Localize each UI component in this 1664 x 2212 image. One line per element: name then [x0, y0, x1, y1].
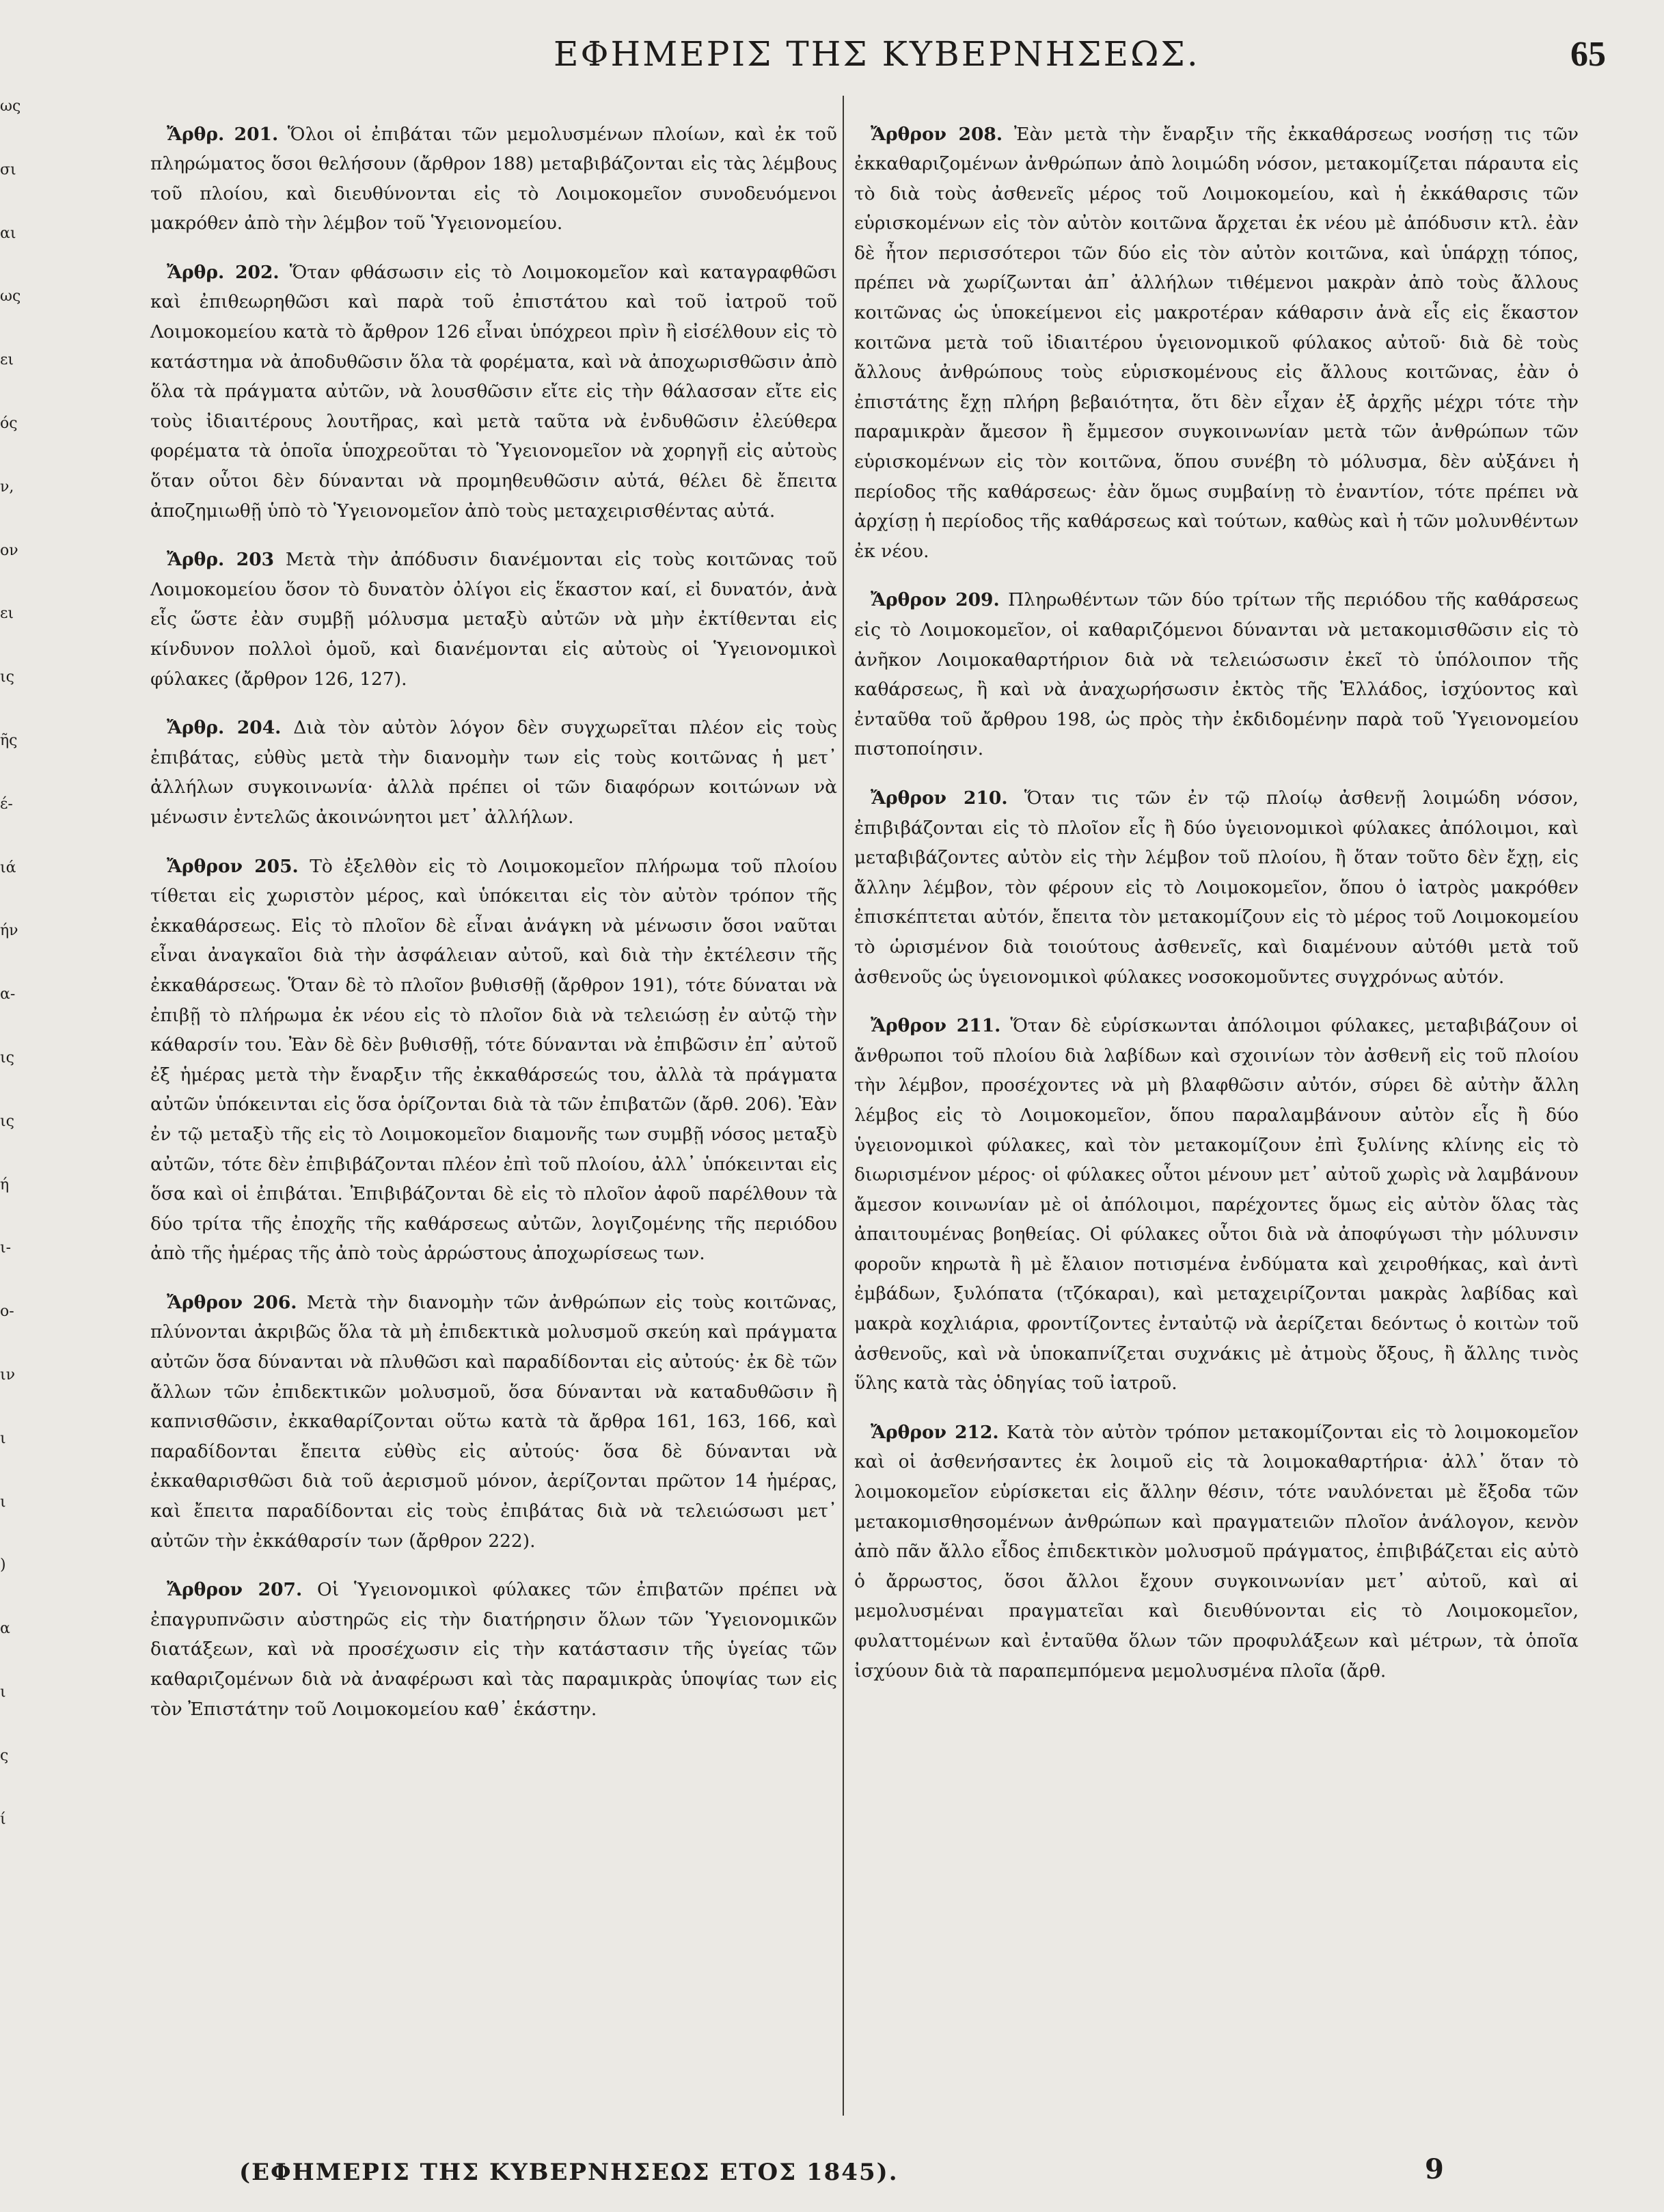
article-paragraph [150, 258, 837, 526]
article-number: Ἄρθρον 207. [167, 1579, 303, 1601]
article-number: Ἄρθρ. 202. [167, 261, 279, 283]
margin-fragment: ις [0, 1049, 14, 1066]
article-number: Ἄρθρον 209. [871, 589, 1000, 611]
article-text: Ὅταν φθάσωσιν εἰς τὸ Λοιμοκομεῖον καὶ καταγραφθῶσι καὶ ἐπιθεωρηθῶσι καὶ παρὰ τοῦ ἐπιστάτου καὶ τοῦ ἰατροῦ τοῦ Λοιμοκομείου κατὰ τὸ ἄρθρον 126 εἶναι ὑπόχρεοι πρὶν ἢ εἰσέλθουν εἰς τὸ κατάστημα νὰ ἀποδυθῶσιν ὅλα τὰ φορέματα, καὶ νὰ ἀποχωρισθῶσιν ἀπὸ ὅλα τὰ πράγματα αὐτῶν, νὰ λουσθῶσιν εἴτε εἰς τὴν θάλασσαν εἴτε εἰς τοὺς ἰδιαιτέρους λουτῆρας, καὶ μετὰ ταῦτα νὰ ἐνδυθῶσιν ἐλεύθερα φορέματα τὰ ὁποῖα ὑποχρεοῦται τὸ Ὑγειονομεῖον νὰ χορηγῇ εἰς αὐτοὺς ὅταν οὗτοι δὲν δύνανται νὰ προμηθευθῶσιν αὐτά, θέλει δὲ ἔπειτα ἀποζημιωθῇ ὑπὸ τὸ Ὑγειονομεῖον ἀπὸ τοὺς μεταχειρισθέντας αὐτά. [150, 261, 837, 522]
article-text: Ἐὰν μετὰ τὴν ἔναρξιν τῆς ἐκκαθάρσεως νοσήσῃ τις τῶν ἐκκαθαριζομένων ἀνθρώπων ἀπὸ λοιμώδη νόσον, μετακομίζεται πάραυτα εἰς τὸ διὰ τοὺς ἀσθενεῖς μέρος τοῦ Λοιμοκομείου, καὶ ἡ ἐκκάθαρσις τῶν εὑρισκομένων εἰς τὸν αὐτὸν κοιτῶνα ἄρχεται ἐκ νέου μὲ ἀπόδυσιν κτλ. ἐὰν δὲ ἦτον περισσότεροι τῶν δύο εἰς τὸν αὐτὸν κοιτῶνα, καὶ ὑπάρχῃ τόπος, πρέπει νὰ χωρίζωνται ἀπ᾽ ἀλλήλων τιθέμενοι μακρὰν ἀπὸ τοὺς ἄλλους κοιτῶνας ὡς ὑποκείμενοι εἰς μακροτέραν κάθαρσιν ἀνὰ εἷς εἰς ἕκαστον κοιτῶνα μετὰ τοῦ ἰδιαιτέρου ὑγειονομικοῦ φύλακος αὐτοῦ· διὰ δὲ τοὺς ἄλλους ἀνθρώπους τοὺς εὑρισκομένους εἰς ἄλλους κοιτῶνας, ἐὰν ὁ ἐπιστάτης ἔχῃ πλήρη βεβαιότητα, ὅτι δὲν εἶχαν ἐξ ἀρχῆς μέχρι τότε τὴν παραμικρὰν ἄμεσον ἢ ἔμμεσον συγκοινωνίαν μετὰ τῶν ἀνθρώπων τῶν εὑρισκομένων εἰς τὸν κοιτῶνα, ὅπου συνέβη τὸ μόλυσμα, δὲν αὐξάνει ἡ περίοδος τῆς καθάρσεως· ἐὰν ὅμως συμβαίνῃ τὸ ἐναντίον, τότε πρέπει νὰ ἀρχίσῃ ἡ περίοδος τῆς καθάρσεως καὶ τούτων, καθὼς καὶ ἡ τῶν μολυνθέντων ἐκ νέου. [854, 123, 1579, 562]
margin-fragment: ι- [0, 1239, 12, 1257]
article-text: Τὸ ἐξελθὸν εἰς τὸ Λοιμοκομεῖον πλήρωμα τοῦ πλοίου τίθεται εἰς χωριστὸν μέρος, καὶ ὑπόκειται εἰς τὸν αὐτὸν τρόπον τῆς ἐκκαθάρσεως. Εἰς τὸ πλοῖον δὲ εἶναι ἀνάγκη νὰ μένωσιν ὅσοι ναῦται εἶναι ἀναγκαῖοι διὰ τὴν ἀσφάλειαν αὐτοῦ, καὶ διὰ τὴν ἐκτέλεσιν τῆς ἐκκαθάρσεως. Ὅταν δὲ τὸ πλοῖον βυθισθῇ (ἄρθρον 191), τότε δύναται νὰ ἐπιβῇ τὸ πλήρωμα ἐκ νέου εἰς τὸ πλοῖον διὰ νὰ τελειώσῃ ἐν αὐτῷ τὴν κάθαρσίν του. Ἐὰν δὲ δὲν βυθισθῇ, τότε δύνανται νὰ ἐπιβῶσιν ἐπ᾽ αὐτοῦ ἐξ ἡμέρας μετὰ τὴν ἔναρξιν τῆς ἐκκαθάρσεώς του, ἀλλὰ τὰ πράγματα αὐτῶν ὑπόκεινται εἰς ὅσα ὁρίζονται διὰ τὰ τῶν ἐπιβατῶν (ἄρθ. 206). Ἐὰν ἐν τῷ μεταξὺ τῆς εἰς τὸ Λοιμοκομεῖον διαμονῆς των συμβῇ νόσος μεταξὺ αὐτῶν, τότε δὲν ἐπιβιβάζονται πλέον ἐπὶ τοῦ πλοίου, ἀλλ᾽ ὑπόκεινται εἰς ὅσα καὶ οἱ ἐπιβάται. Ἐπιβιβάζονται δὲ εἰς τὸ πλοῖον ἀφοῦ παρέλθουν τὰ δύο τρίτα τῆς ἐποχῆς τῆς καθάρσεως αὐτῶν, λογιζομένης τῆς περιόδου ἀπὸ τῆς ἡμέρας τῆς ἀπὸ τοὺς ἀρρώστους ἀποχωρίσεως των. [150, 855, 837, 1265]
margin-fragment: ί [0, 1810, 6, 1828]
page-number: 65 [1570, 35, 1606, 74]
article-paragraph [854, 585, 1579, 764]
article-paragraph [854, 783, 1579, 992]
margin-fragment: ως [0, 98, 21, 115]
article-text: Ὅταν δὲ εὑρίσκωνται ἀπόλοιμοι φύλακες, μεταβιβάζουν οἱ ἄνθρωποι τοῦ πλοίου διὰ λαβίδων καὶ σχοινίων τὸν ἀσθενῆ εἰς τοῦ πλοίου τὴν λέμβον, προσέχοντες νὰ μὴ βλαφθῶσιν αὐτόν, σύρει δὲ αὐτὴν ἄλλη λέμβος εἰς τὸ Λοιμοκομεῖον, ὅπου παραλαμβάνουν αὐτὸν εἷς ἢ δύο ὑγειονομικοὶ φύλακες, καὶ τὸν μετακομίζουν ἐπὶ ξυλίνης κλίνης εἰς τὸ διωρισμένον μέρος· οἱ φύλακες οὗτοι μένουν μετ᾽ αὐτοῦ χωρὶς νὰ λαμβάνουν ἄμεσον κοινωνίαν μὲ οἱ ἀπόλοιμοι, παρέχοντες ὅμως εἰς αὐτὸν ὅλας τὰς ἀπαιτουμένας βοηθείας. Οἱ φύλακες οὗτοι διὰ νὰ ἀποφύγωσι τὴν μόλυνσιν φοροῦν κηρωτὰ ἢ μὲ ἔλαιον ποτισμένα ἐνδύματα καὶ χειροθήκας, καὶ ἀντὶ ἐμβάδων, ξυλόπατα (τζόκαραι), καὶ μεταχειρίζονται μακρὰς λαβίδας καὶ μακρὰ κοχλιάρια, φροντίζοντες ἐνταὐτῷ νὰ ἀερίζεται δεόντως ὁ κοιτὼν τοῦ ἀσθενοῦς, καὶ νὰ ὑποκαπνίζεται συχνάκις μὲ ἀτμοὺς ὄξους, ἢ ἄλλης τινὸς ὕλης κατὰ τὰς ὁδηγίας τοῦ ἰατροῦ. [854, 1015, 1579, 1394]
margin-fragment: ι [0, 1683, 6, 1701]
article-paragraph [150, 713, 837, 832]
margin-fragment: α [0, 1620, 10, 1638]
margin-fragment: ν, [0, 478, 14, 496]
article-paragraph [854, 120, 1579, 567]
article-number: Ἄρθρον 206. [167, 1291, 297, 1313]
margin-fragment: ήν [0, 922, 18, 940]
page-title: ΕΦΗΜΕΡΙΣ ΤΗΣ ΚΥΒΕΡΝΗΣΕΩΣ. [554, 34, 1200, 74]
article-paragraph [150, 1575, 837, 1724]
margin-fragment: ή [0, 1176, 10, 1193]
page-header [554, 34, 1606, 75]
column-divider [843, 96, 844, 2116]
article-text: Ὅλοι οἱ ἐπιβάται τῶν μεμολυσμένων πλοίων, καὶ ἐκ τοῦ πληρώματος ὅσοι θελήσουν (ἄρθρον 188) μεταβιβάζονται εἰς τὰς λέμβους τοῦ πλοίου, καὶ διευθύνονται εἰς τὸ Λοιμοκομεῖον συνοδευόμενοι μακρόθεν ἀπὸ τὴν λέμβον τοῦ Ὑγειονομείου. [150, 123, 837, 234]
margin-fragment: α- [0, 986, 16, 1003]
margin-fragment: ως [0, 288, 21, 306]
article-paragraph [150, 545, 837, 694]
article-number: Ἄρθρον 212. [871, 1421, 999, 1443]
article-number: Ἄρθρον 210. [871, 787, 1008, 809]
article-number: Ἄρθρ. 203 [167, 549, 275, 571]
margin-fragment: ός [0, 414, 18, 432]
margin-fragment: ει [0, 351, 14, 369]
right-column [854, 101, 1579, 1705]
article-number: Ἄρθρον 205. [167, 855, 299, 877]
article-paragraph [150, 120, 837, 239]
article-number: Ἄρθρον 211. [871, 1015, 1001, 1037]
margin-fragment: ιν [0, 1366, 15, 1384]
article-paragraph [150, 852, 837, 1269]
margin-fragment: ιά [0, 859, 16, 876]
article-text: Πληρωθέντων τῶν δύο τρίτων τῆς περιόδου τῆς καθάρσεως εἰς τὸ Λοιμοκομεῖον, οἱ καθαριζόμενοι δύνανται νὰ μετακομισθῶσιν εἰς τὸ ἀνῆκον Λοιμοκαθαρτήριον διὰ νὰ τελειώσωσιν ἐκεῖ τὸ ὑπόλοιπον τῆς καθάρσεως, ἢ καὶ νὰ ἀναχωρήσωσιν ἐκτὸς τῆς Ἑλλάδος, ἰσχύοντος καὶ ἐνταῦθα τοῦ ἄρθρου 198, ὡς πρὸς τὴν ἐκδιδομένην παρὰ τοῦ Ὑγειονομείου πιστοποίησιν. [854, 589, 1579, 760]
margin-fragment: ι [0, 1493, 6, 1511]
margin-fragment: σι [0, 161, 16, 178]
article-paragraph [150, 1288, 837, 1556]
article-text: Διὰ τὸν αὐτὸν λόγον δὲν συγχωρεῖται πλέον εἰς τοὺς ἐπιβάτας, εὐθὺς μετὰ τὴν διανομὴν των εἰς τοὺς κοιτῶνας ἡ μετ᾽ ἀλλήλων συγκοινωνία· ἀλλὰ πρέπει οἱ τῶν διαφόρων κοιτώνων νὰ μένωσιν ἐντελῶς ἀκοινώνητοι μετ᾽ ἀλλήλων. [150, 717, 837, 828]
margin-fragment: ον [0, 541, 18, 559]
article-number: Ἄρθρον 208. [871, 123, 1003, 145]
margin-fragment: ῆς [0, 731, 18, 749]
footer-sheet-number: 9 [1425, 2153, 1444, 2185]
margin-fragment: ις [0, 1112, 14, 1130]
article-text: Μετὰ τὴν διανομὴν τῶν ἀνθρώπων εἰς τοὺς κοιτῶνας, πλύνονται ἀκριβῶς ὅλα τὰ μὴ ἐπιδεκτικὰ μολυσμοῦ σκεύη καὶ πράγματα αὐτῶν ὅσα δύνανται νὰ πλυθῶσι καὶ παραδίδονται εἰς αὐτούς· ἐκ δὲ τῶν ἄλλων τῶν ἐπιδεκτικῶν μολυσμοῦ, ὅσα δύνανται νὰ καταδυθῶσιν ἢ καπνισθῶσιν, ἐκκαθαρίζονται οὕτω κατὰ τὰ ἄρθρα 161, 163, 166, καὶ παραδίδονται ἔπειτα εὐθὺς εἰς αὐτούς· ὅσα δὲ δύνανται νὰ ἐκκαθαρισθῶσι διὰ τοῦ ἀερισμοῦ μόνον, ἀερίζονται πρῶτον 14 ἡμέρας, καὶ ἔπειτα παραδίδονται εἰς τοὺς ἐπιβάτας διὰ νὰ τελειώσωσι μετ᾽ αὐτῶν τὴν ἐκκάθαρσίν των (ἄρθρον 222). [150, 1291, 837, 1552]
left-margin-bleed [0, 89, 21, 1828]
article-text: Κατὰ τὸν αὐτὸν τρόπον μετακομίζονται εἰς τὸ λοιμοκομεῖον καὶ οἱ ἀσθενήσαντες ἐκ λοιμοῦ εἰς τὰ λοιμοκαθαρτήρια· ἀλλ᾽ ὅταν τὸ λοιμοκομεῖον εὑρίσκεται εἰς ἄλλην θέσιν, τότε ναυλόνεται μὲ ἔξοδα τῶν μετακομισθησομένων ἀνθρώπων καὶ πραγματειῶν πλοῖον ἀνάλογον, κενὸν ἀπὸ πᾶν ἄλλο εἶδος ἐπιδεκτικὸν μολυσμοῦ πράγματος, ἐπιβιβάζεται εἰς αὐτὸ ὁ ἄρρωστος, ὅσοι ἄλλοι ἔχουν συγκοινωνίαν μετ᾽ αὐτοῦ, καὶ αἱ μεμολυσμέναι πραγματεῖαι καὶ διευθύνονται εἰς τὸ Λοιμοκομεῖον, φυλαττομένων καὶ ἐνταῦθα ὅλων τῶν προφυλάξεων καὶ μέτρων, τὰ ὁποῖα ἰσχύουν διὰ τὰ παραπεμπόμενα μεμολυσμένα πλοῖα (ἄρθ. [854, 1421, 1579, 1682]
margin-fragment: ις [0, 669, 14, 686]
left-column [150, 101, 837, 1743]
article-text: Οἱ Ὑγειονομικοὶ φύλακες τῶν ἐπιβατῶν πρέπει νὰ ἐπαγρυπνῶσιν αὐστηρῶς εἰς τὴν διατήρησιν ὅλων τῶν Ὑγειονομικῶν διατάξεων, καὶ νὰ προσέχωσιν εἰς τὴν κατάστασιν τῆς ὑγείας τῶν καθαριζομένων διὰ νὰ ἀναφέρωσι καὶ τὰς παραμικρὰς ὑποψίας των εἰς τὸν Ἐπιστάτην τοῦ Λοιμοκομείου καθ᾽ ἑκάστην. [150, 1579, 837, 1720]
margin-fragment: αι [0, 224, 16, 242]
margin-fragment: ς [0, 1746, 9, 1764]
article-number: Ἄρθρ. 201. [167, 123, 279, 145]
article-number: Ἄρθρ. 204. [167, 717, 282, 739]
margin-fragment: ο- [0, 1303, 14, 1321]
article-text: Ὅταν τις τῶν ἐν τῷ πλοίῳ ἀσθενῇ λοιμώδη νόσον, ἐπιβιβάζονται εἰς τὸ πλοῖον εἷς ἢ δύο ὑγειονομικοὶ φύλακες ἀπόλοιμοι, καὶ μεταβιβάζοντες αὐτὸν εἰς τὴν λέμβον τοῦ πλοίου, ἢ ὅταν τοῦτο δὲν ἔχῃ, εἰς ἄλλην λέμβον, τὸν φέρουν εἰς τὸ Λοιμοκομεῖον, ὅπου ὁ ἰατρὸς μακρόθεν ἐπισκέπτεται αὐτόν, ἔπειτα τὸν μετακομίζουν εἰς τὸ μέρος τοῦ Λοιμοκομείου τὸ ὡρισμένον διὰ τοιούτους ἀσθενεῖς, καὶ διαμένουν αὐτόθι μετὰ τοῦ ἀσθενοῦς ὡς ὑγειονομικοὶ φύλακες νοσοκομοῦντες συγχρόνως αὐτόν. [854, 787, 1579, 988]
article-paragraph [854, 1011, 1579, 1399]
footer-title: (ΕΦΗΜΕΡΙΣ ΤΗΣ ΚΥΒΕΡΝΗΣΕΩΣ ΕΤΟΣ 1845). [239, 2159, 899, 2186]
margin-fragment: έ- [0, 795, 13, 813]
margin-fragment: ι [0, 1429, 6, 1447]
article-text: Μετὰ τὴν ἀπόδυσιν διανέμονται εἰς τοὺς κοιτῶνας τοῦ Λοιμοκομείου ὅσον τὸ δυνατὸν ὀλίγοι εἰς ἕκαστον καί, εἰ δυνατόν, ἀνὰ εἷς ὥστε ἐὰν συμβῇ μόλυσμα μεταξὺ αὐτῶν νὰ μὴν ἐκτίθενται εἰς κίνδυνον πολλοὶ ὁμοῦ, καὶ διανέμονται εἰς αὐτοὺς οἱ Ὑγειονομικοὶ φύλακες (ἄρθρον 126, 127). [150, 549, 837, 690]
margin-fragment: ) [0, 1556, 6, 1574]
margin-fragment: ει [0, 605, 14, 623]
article-paragraph [854, 1418, 1579, 1686]
